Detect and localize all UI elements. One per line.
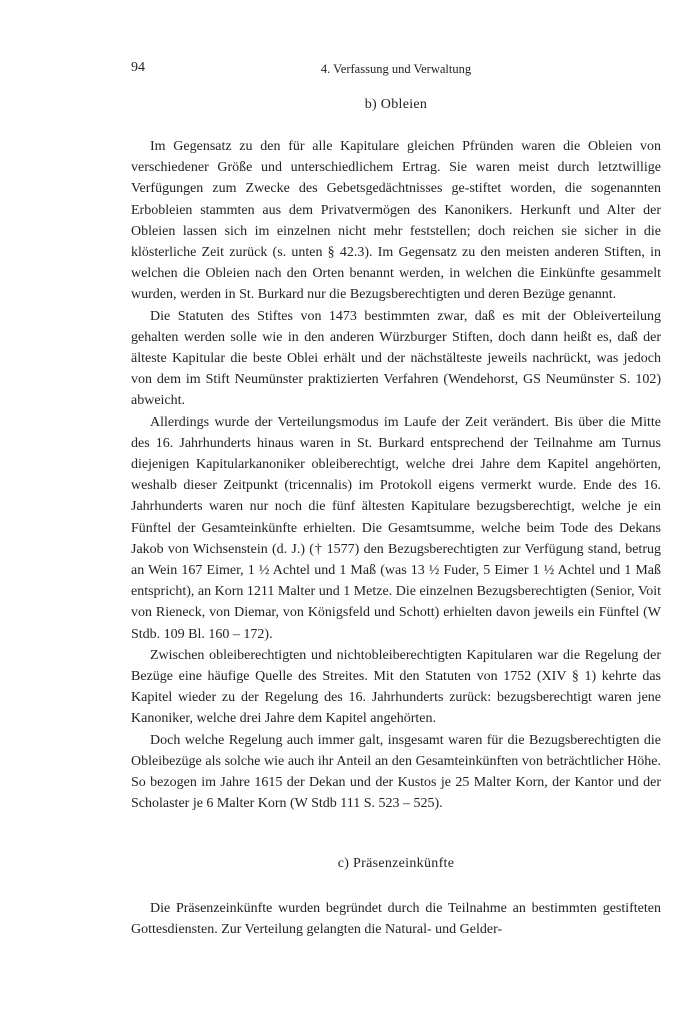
page-number: 94: [131, 60, 145, 75]
paragraph: Die Statuten des Stiftes von 1473 bestimmten zwar, daß es mit der Obleiverteilung gehalten werden solle wie in den anderen Würzburger Stiften, doch dann heißt es, daß der älteste Kapitular die beste Oblei erhält und der nächstälteste jeweils nachrückt, was jedoch von dem im Stift Neumünster praktizierten Verfahren (Wendehorst, GS Neumünster S. 102) abweicht.: [131, 308, 661, 409]
page-header: [131, 60, 661, 80]
section-heading-obleien: b) Obleien: [364, 97, 428, 112]
paragraph: Die Präsenzeinkünfte wurden begründet durch die Teilnahme an bestimmten gestifteten Gottesdiensten. Zur Verteilung gelangten die Natural- und Gelder-: [131, 901, 661, 938]
paragraph: Im Gegensatz zu den für alle Kapitulare gleichen Pfründen waren die Obleien von verschiedener Größe und unterschiedlichem Ertrag. Sie waren meist durch letztwillige Verfügungen zum Zwecke des Gebetsgedächtnisses ge-stiftet worden, die sogenannten Erbobleien stammten aus dem Privatvermögen des Kanonikers. Herkunft und Alter der Obleien lassen sich im einzelnen nicht mehr feststellen; doch reichen sie sicher in die klösterliche Zeit zurück (s. unten § 42.3). Im Gegensatz zu den meisten anderen Stiften, in welchen die Obleien nach den Orten benannt werden, in welchen die Einkünfte gesammelt wurden, werden in St. Burkard nur die Bezugsberechtigten und deren Bezüge genannt.: [131, 139, 661, 303]
section-body-praesenzeinkuenfte: [131, 898, 661, 940]
paragraph: Zwischen obleiberechtigten und nichtobleiberechtigten Kapitularen war die Regelung der Bezüge eine häufige Quelle des Streites. Mit den Statuten von 1752 (XIV § 1) kehrte das Kapitel wieder zu der Regelung des 16. Jahrhunderts zurück: bezugsberechtigt waren jene Kanoniker, welche drei Jahre dem Kapitel angehörten.: [131, 647, 661, 727]
running-title: 4. Verfassung und Verwaltung: [320, 62, 472, 76]
section-body-obleien: [131, 136, 661, 815]
section-heading-praesenzeinkuenfte: c) Präsenzeinkünfte: [337, 856, 455, 871]
paragraph: Allerdings wurde der Verteilungsmodus im Laufe der Zeit verändert. Bis über die Mitte des 16. Jahrhunderts hinaus waren in St. Burkard entsprechend der Teilnahme am Turnus diejenigen Kapitularkanoniker obleiberechtigt, welche drei Jahre dem Kapitel angehörten, weshalb dieser Zeitpunkt (tricennalis) im Protokoll eigens vermerkt wurde. Ende des 16. Jahrhunderts waren nur noch die fünf ältesten Kapitulare bezugsberechtigt, welche je ein Fünftel der Gesamteinkünfte erhielten. Die Gesamtsumme, welche beim Tode des Dekans Jakob von Wichsenstein (d. J.) († 1577) den Bezugsberechtigten zur Verfügung stand, betrug an Wein 167 Eimer, 1 ½ Achtel und 1 Maß (was 13 ½ Fuder, 5 Eimer 1 ½ Achtel und 1 Maß entspricht), an Korn 1211 Malter und 1 Metze. Die einzelnen Bezugsberechtigten (Senior, Voit von Rieneck, von Diemar, von Königsfeld und Schott) erhielten davon jeweils ein Fünftel (W Stdb. 109 Bl. 160 – 172).: [131, 414, 661, 642]
paragraph: Doch welche Regelung auch immer galt, insgesamt waren für die Bezugsberechtigten die Obleibezüge als solche wie auch ihr Anteil an den Gesamteinkünften von beträchtlicher Höhe. So bezogen im Jahre 1615 der Dekan und der Kustos je 25 Malter Korn, der Kantor und der Scholaster je 6 Malter Korn (W Stdb 111 S. 523 – 525).: [131, 732, 661, 812]
